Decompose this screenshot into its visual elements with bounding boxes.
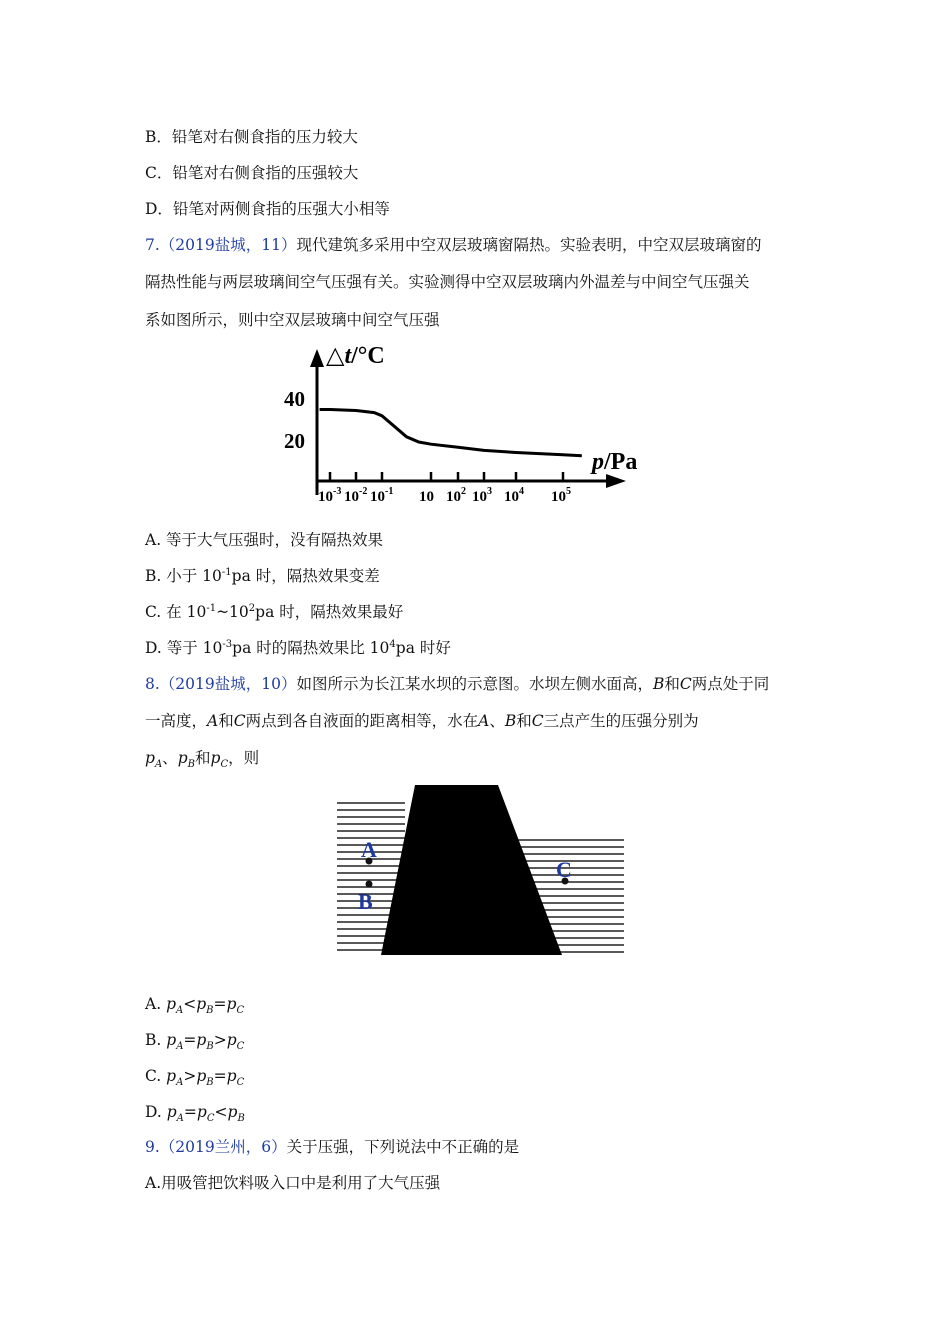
- q7-stem-line1: 7.（2019盐城，11）现代建筑多采用中空双层玻璃窗隔热。实验表明，中空双层玻璃窗的: [145, 236, 762, 254]
- x-tick-label: $10^3$: [472, 486, 492, 505]
- q6-option-c: C．铅笔对右侧食指的压强较大: [145, 164, 359, 182]
- dam-diagram: [335, 785, 627, 957]
- q7-source-tag: 7.（2019盐城，11）: [145, 236, 297, 254]
- point-b-label: B: [358, 889, 373, 914]
- x-tick-label: $10^{-1}$: [370, 486, 394, 505]
- series-curve: [320, 410, 582, 456]
- q8-stem-line3: $p_A$、$p_B$和$p_C$，则: [145, 749, 260, 771]
- temperature-pressure-chart: [270, 335, 650, 510]
- y-axis-arrow: [310, 349, 324, 367]
- x-tick-label: $10^{-3}$: [318, 486, 342, 505]
- q7-option-b: B. 小于 $10^{-1}pa$ 时，隔热效果变差: [145, 566, 380, 585]
- y-axis-label: △t/°C: [326, 343, 385, 369]
- q8-stem-line1: 8.（2019盐城，10）如图所示为长江某水坝的示意图。水坝左侧水面高，B和C两点处于同: [145, 675, 770, 693]
- x-axis-label: p/Pa: [592, 449, 638, 475]
- q8-source-tag: 8.（2019盐城，10）: [145, 675, 297, 693]
- q8-stem-line2: 一高度，A和C两点到各自液面的距离相等，水在A、B和C三点产生的压强分别为: [145, 712, 699, 730]
- x-tick-label: 10: [419, 489, 434, 505]
- q7-option-a: A. 等于大气压强时，没有隔热效果: [145, 531, 384, 549]
- dam-body: [381, 785, 562, 955]
- q8-option-d: D. $p_A=p_C<p_B$: [145, 1103, 245, 1125]
- x-tick-label: $10^5$: [551, 486, 571, 505]
- x-tick-label: $10^4$: [504, 486, 524, 505]
- x-axis-arrow: [606, 474, 626, 488]
- q8-option-a: A. $p_A<p_B=p_C$: [145, 995, 245, 1017]
- point-c-label: C: [556, 857, 572, 882]
- point-b-dot: [366, 881, 373, 888]
- q7-stem-line2: 隔热性能与两层玻璃间空气压强有关。实验测得中空双层玻璃内外温差与中间空气压强关: [145, 273, 750, 291]
- q8-option-c: C. $p_A>p_B=p_C$: [145, 1067, 245, 1089]
- x-tick-label: $10^{-2}$: [344, 486, 368, 505]
- q6-option-b: B．铅笔对右侧食指的压力较大: [145, 128, 358, 146]
- point-a-label: A: [361, 837, 377, 862]
- q7-stem-line3: 系如图所示，则中空双层玻璃中间空气压强: [145, 311, 440, 329]
- q9-source-tag: 9.（2019兰州，6）: [145, 1138, 287, 1156]
- q7-option-c: C. 在 $10^{-1}\sim 10^2pa$ 时，隔热效果最好: [145, 602, 404, 621]
- q7-option-d: D. 等于 $10^{-3}pa$ 时的隔热效果比 $10^4pa$ 时好: [145, 638, 451, 657]
- q9-stem: 9.（2019兰州，6）关于压强，下列说法中不正确的是: [145, 1138, 520, 1156]
- q8-option-b: B. $p_A=p_B>p_C$: [145, 1031, 245, 1053]
- y-tick-label-40: 40: [284, 387, 305, 411]
- y-tick-label-20: 20: [284, 429, 305, 453]
- q6-option-d: D．铅笔对两侧食指的压强大小相等: [145, 200, 390, 218]
- x-tick-label: $10^2$: [446, 486, 466, 505]
- q9-option-a: A.用吸管把饮料吸入口中是利用了大气压强: [145, 1174, 441, 1192]
